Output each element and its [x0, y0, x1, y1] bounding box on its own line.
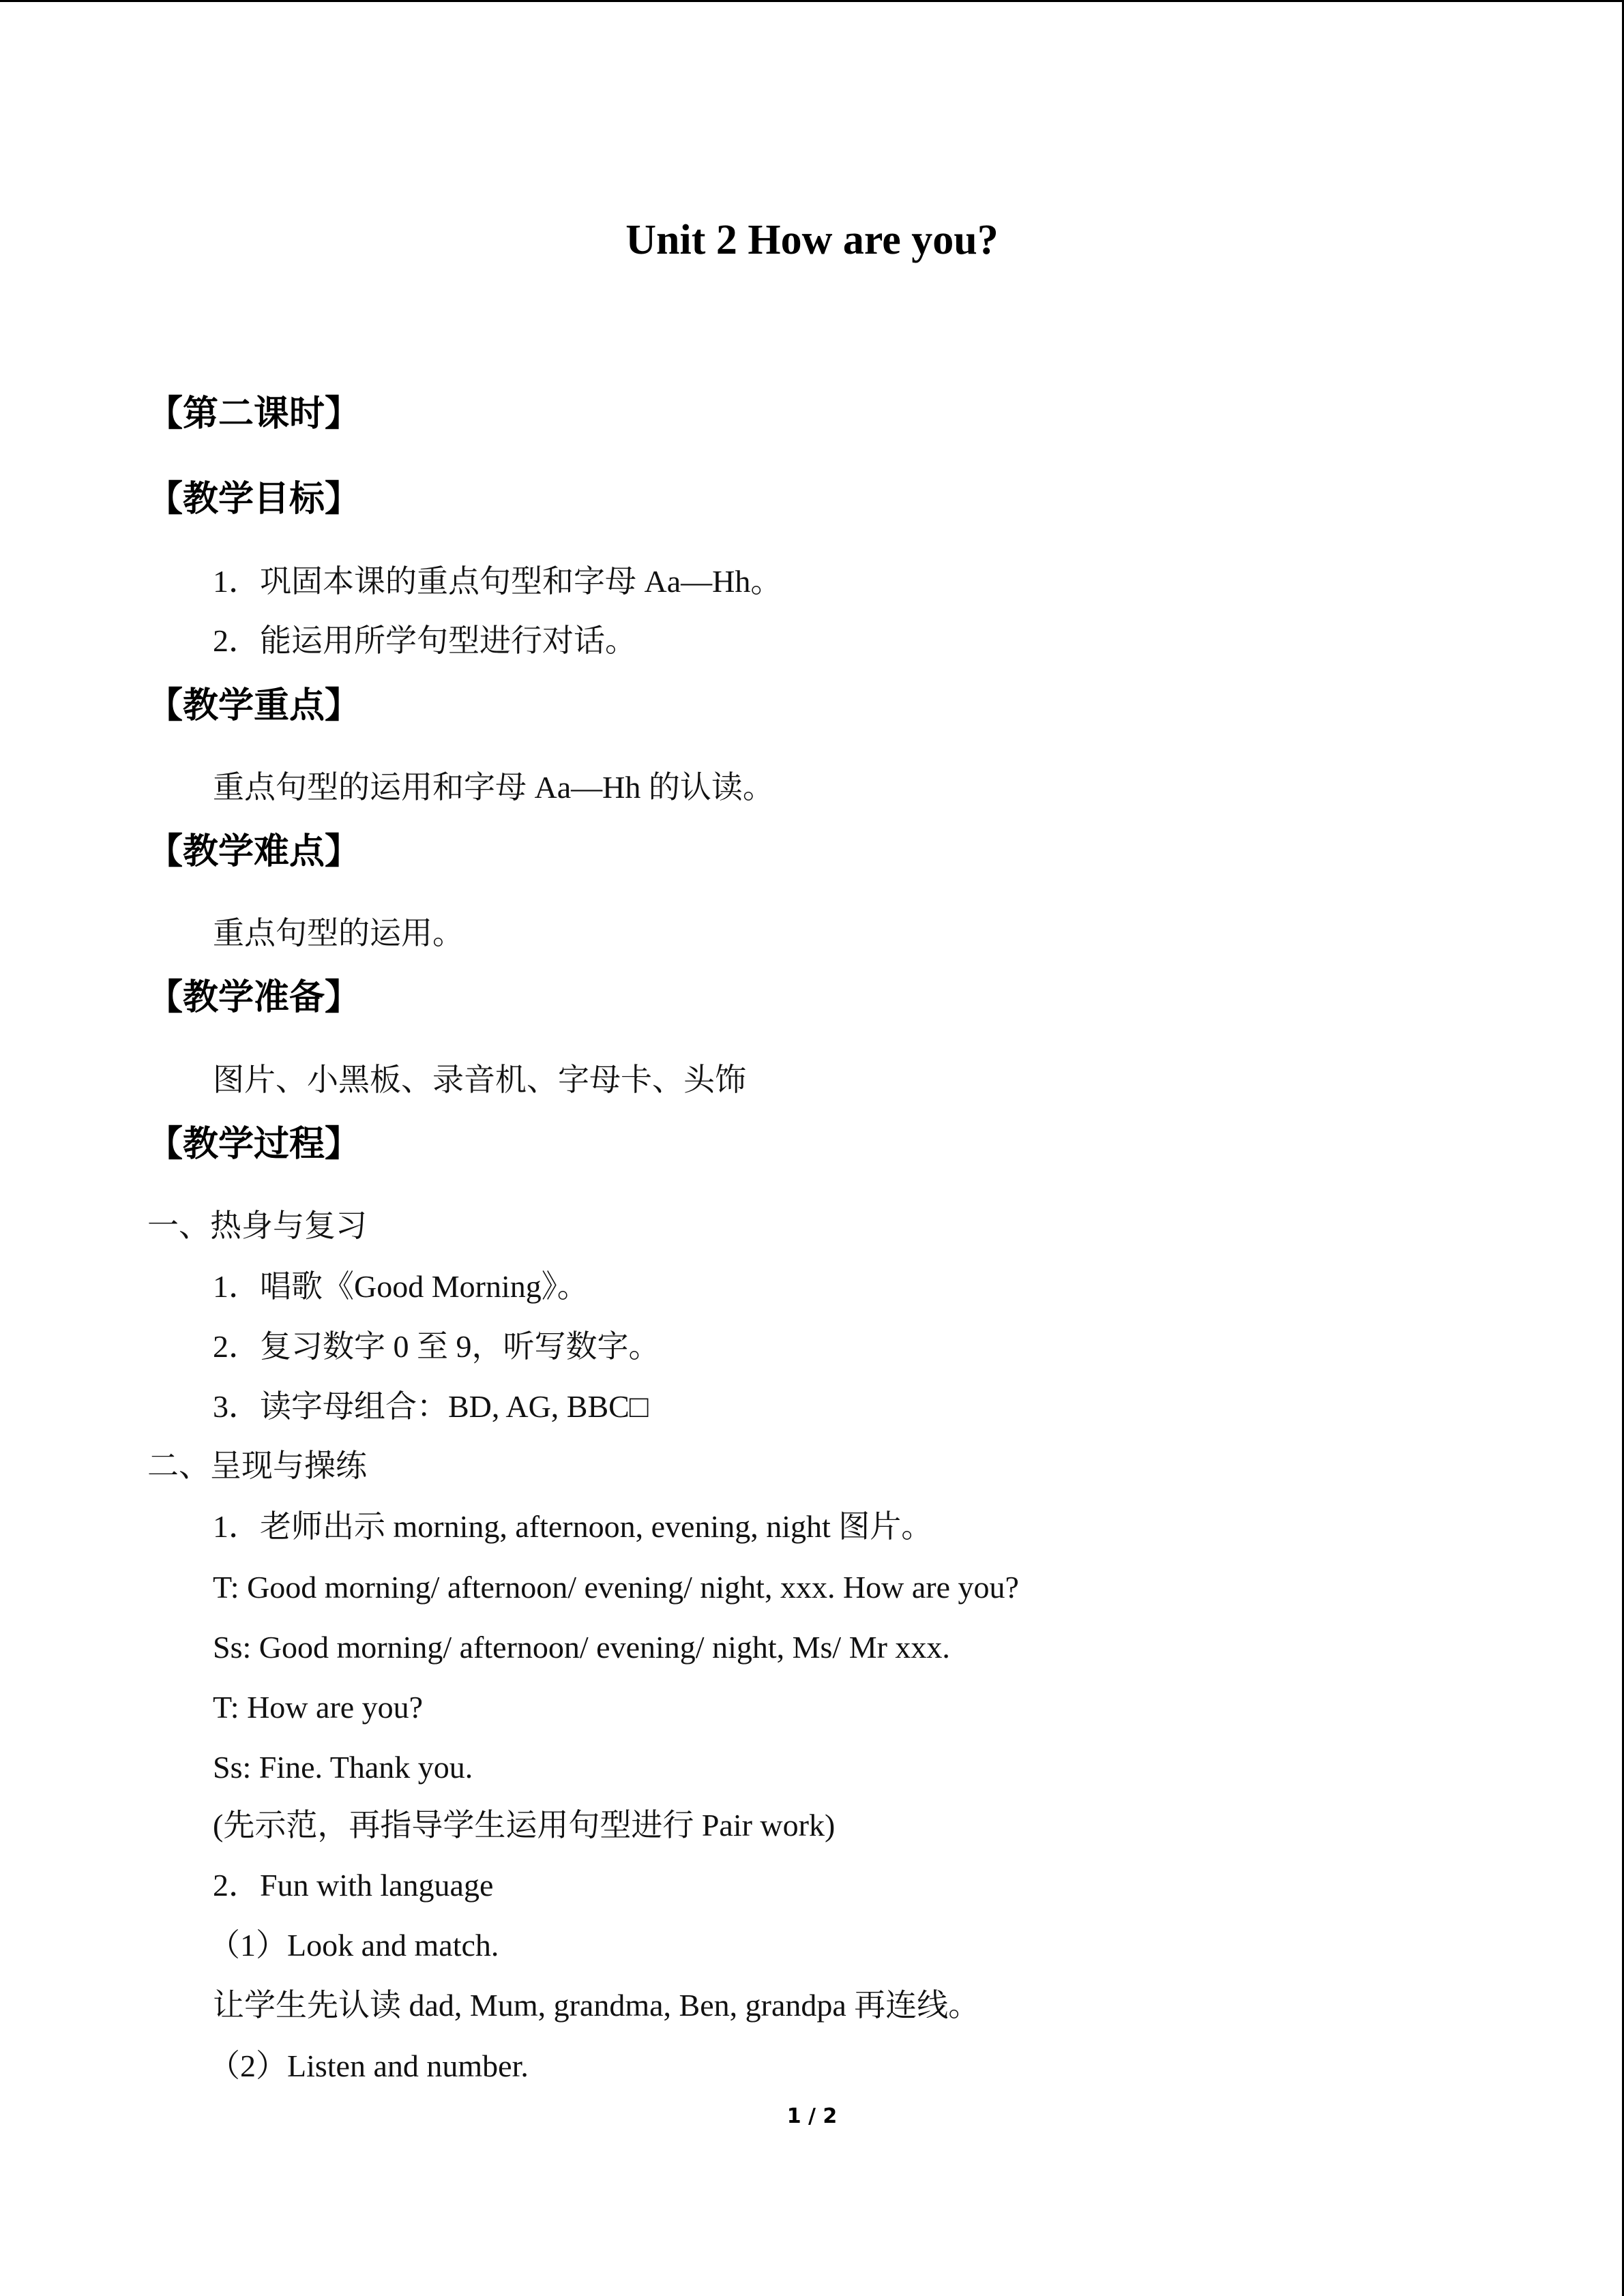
- dialogue-line-students-answer: Ss: Fine. Thank you.: [213, 1750, 473, 1785]
- page-number: 1 / 2: [786, 2104, 838, 2128]
- part2-item-1: 1．老师出示 morning, afternoon, evening, night 图片。: [213, 1509, 933, 1544]
- heading-key-points: 【教学重点】: [147, 685, 361, 726]
- objective-item-2: 2．能运用所学句型进行对话。: [213, 623, 636, 658]
- preparation-text: 图片、小黑板、录音机、字母卡、头饰: [213, 1062, 746, 1097]
- document-title: Unit 2 How are you?: [625, 217, 999, 263]
- part1-item-2: 2．复习数字 0 至 9，听写数字。: [213, 1329, 660, 1364]
- dialogue-line-teacher-greeting: T: Good morning/ afternoon/ evening/ night, xxx. How are you?: [213, 1570, 1019, 1605]
- heading-objectives: 【教学目标】: [147, 479, 361, 520]
- heading-difficulties: 【教学难点】: [147, 831, 361, 872]
- dialogue-line-students-greeting: Ss: Good morning/ afternoon/ evening/ night, Ms/ Mr xxx.: [213, 1630, 950, 1665]
- subitem-look-and-match: （1）Look and match.: [209, 1928, 499, 1963]
- process-part2-title: 二、呈现与操练: [147, 1448, 367, 1483]
- key-points-text: 重点句型的运用和字母 Aa—Hh 的认读。: [213, 770, 774, 805]
- heading-preparation: 【教学准备】: [147, 977, 361, 1018]
- instruction-note: (先示范，再指导学生运用句型进行 Pair work): [213, 1808, 836, 1843]
- heading-lesson: 【第二课时】: [147, 393, 361, 434]
- process-part1-title: 一、热身与复习: [147, 1208, 367, 1243]
- part1-item-1: 1．唱歌《Good Morning》。: [213, 1269, 589, 1304]
- subitem-listen-and-number: （2）Listen and number.: [209, 2048, 529, 2083]
- part2-item-2: 2．Fun with language: [213, 1868, 494, 1903]
- part1-item-3: 3．读字母组合：BD, AG, BBC□: [213, 1389, 649, 1424]
- objective-item-1: 1．巩固本课的重点句型和字母 Aa—Hh。: [213, 564, 782, 599]
- difficulties-text: 重点句型的运用。: [213, 916, 464, 951]
- heading-process: 【教学过程】: [147, 1124, 361, 1165]
- dialogue-line-teacher-question: T: How are you?: [213, 1690, 424, 1725]
- look-and-match-instruction: 让学生先认读 dad, Mum, grandma, Ben, grandpa 再连线。: [213, 1988, 980, 2023]
